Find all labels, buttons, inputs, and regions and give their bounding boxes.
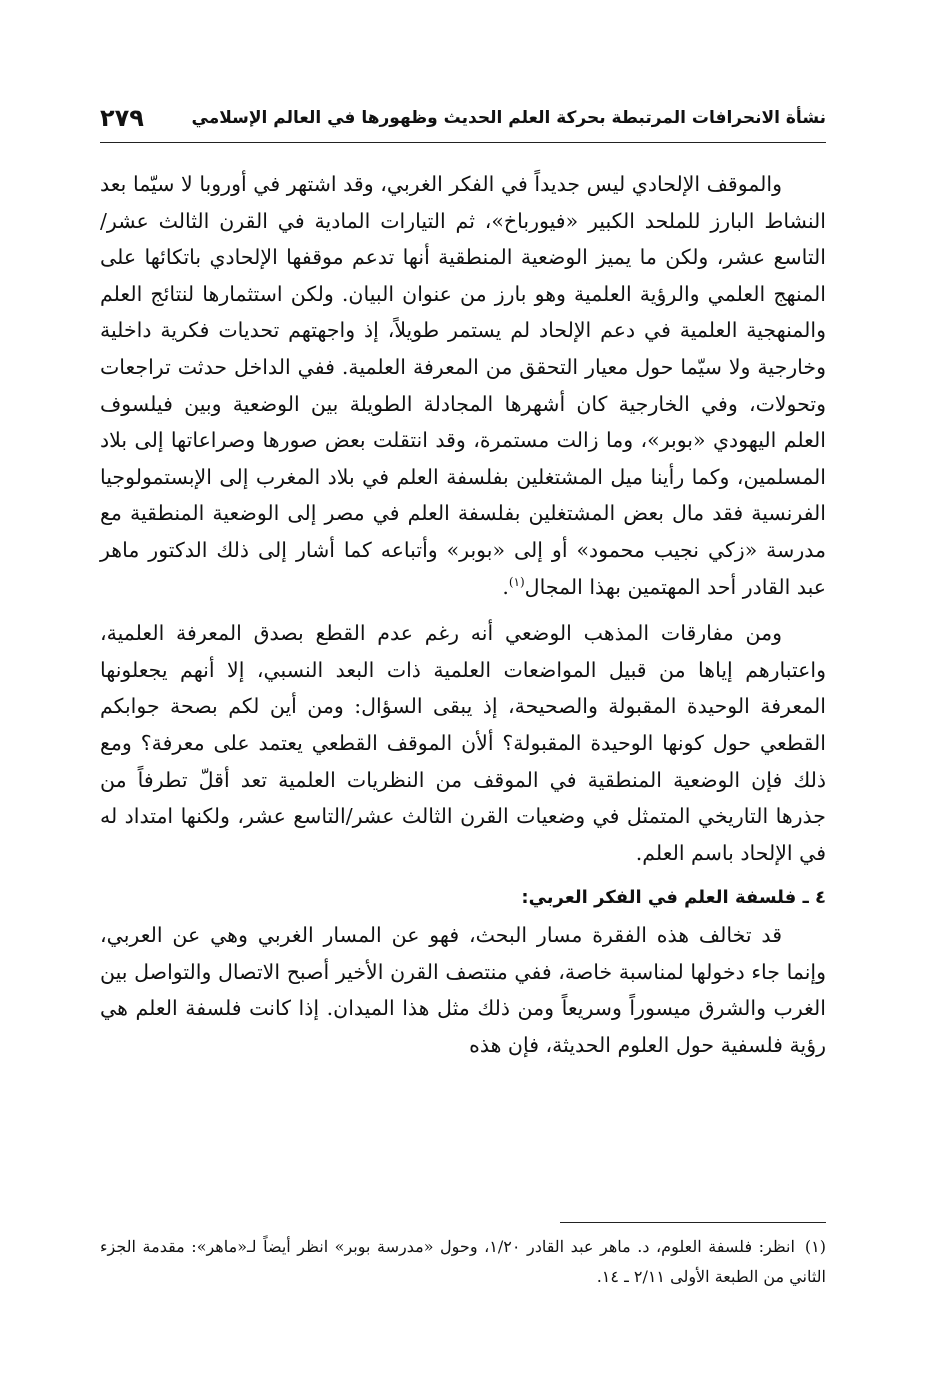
header-rule xyxy=(100,142,826,143)
paragraph-1 xyxy=(100,166,826,605)
footnote xyxy=(100,1232,826,1292)
paragraph-3: قد تخالف هذه الفقرة مسار البحث، فهو عن المسار الغربي وهي عن العربي، وإنما جاء دخولها لمناسبة خاصة، ففي منتصف القرن الأخير أصبح الاتصال والتواصل بين الغرب والشرق ميسوراً وسريعاً ومن ذلك مثل هذا الميدان. إذا كانت فلسفة العلم هي رؤية فلسفية حول العلوم الحديثة، فإن هذه xyxy=(100,923,826,1058)
paragraph-1-text: والموقف الإلحادي ليس جديداً في الفكر الغربي، وقد اشتهر في أوروبا لا سيّما بعد النشاط البارز للملحد الكبير «فيورباخ»، ثم التيارات المادية في القرن الثالث عشر/التاسع عشر، ولكن ما يميز الوضعية المنطقية أنها تدعم موقفها الإلحادي باتكائها على المنهج العلمي والرؤية العلمية وهو بارز من عنوان البيان. ولكن استثمارها لنتائج العلم والمنهجية العلمية في دعم الإلحاد لم يستمر طويلاً، إذ واجهتهم تحديات فكرية داخلية وخارجية ولا سيّما حول معيار التحقق من المعرفة العلمية. ففي الداخل حدثت تراجعات وتحولات، وفي الخارجية كان أشهرها المجادلة الطويلة بين الوضعية وبين فيلسوف العلم اليهودي «بوبر»، وما زالت مستمرة، وقد انتقلت بعض صورها وصراعاتها إلى بلاد المسلمين، وكما رأينا ميل المشتغلين بفلسفة العلم في بلاد المغرب إلى الإبستمولوجيا الفرنسية فقد مال بعض المشتغلين بفلسفة العلم في مصر إلى الوضعية المنطقية مع مدرسة «زكي نجيب محمود» أو إلى «بوبر» وأتباعه كما أشار إلى ذلك الدكتور ماهر عبد القادر أحد المهتمين بهذا المجال xyxy=(100,172,826,599)
footnote-rule xyxy=(560,1222,826,1223)
footnote-text: انظر: فلسفة العلوم، د. ماهر عبد القادر ١/٢٠، وحول «مدرسة بوبر» انظر أيضاً لـ«ماهر»: مقدمة الجزء الثاني من الطبعة الأولى ٢/١١ ـ ١٤. xyxy=(100,1237,826,1286)
body-text xyxy=(100,166,826,1064)
page-header xyxy=(100,96,826,140)
running-title: نشأة الانحرافات المرتبطة بحركة العلم الحديث وظهورها في العالم الإسلامي xyxy=(191,108,826,128)
page-number: ٢٧٩ xyxy=(100,104,144,132)
paragraph-1-end: . xyxy=(502,574,509,599)
paragraph-2: ومن مفارقات المذهب الوضعي أنه رغم عدم القطع بصدق المعرفة العلمية، واعتبارهم إياها من قبيل المواضعات العلمية ذات البعد النسبي، إلا أنهم يجعلونها المعرفة الوحيدة المقبولة والصحيحة، إذ يبقى السؤال: ومن أين لكم بصحة جوابكم القطعي حول كونها الوحيدة المقبولة؟ ألأن الموقف القطعي يعتمد على معرفة؟ ومع ذلك فإن الوضعية المنطقية في الموقف من النظريات العلمية تعد أقلّ تطرفاً من جذرها التاريخي المتمثل في وضعيات القرن الثالث عشر/التاسع عشر، ولكنها امتداد له في الإلحاد باسم العلم. xyxy=(100,621,826,865)
footnote-marker: (١) xyxy=(804,1237,826,1256)
footnote-reference: (١) xyxy=(508,574,525,589)
section-heading: ٤ ـ فلسفة العلم في الفكر العربي: xyxy=(521,887,826,909)
